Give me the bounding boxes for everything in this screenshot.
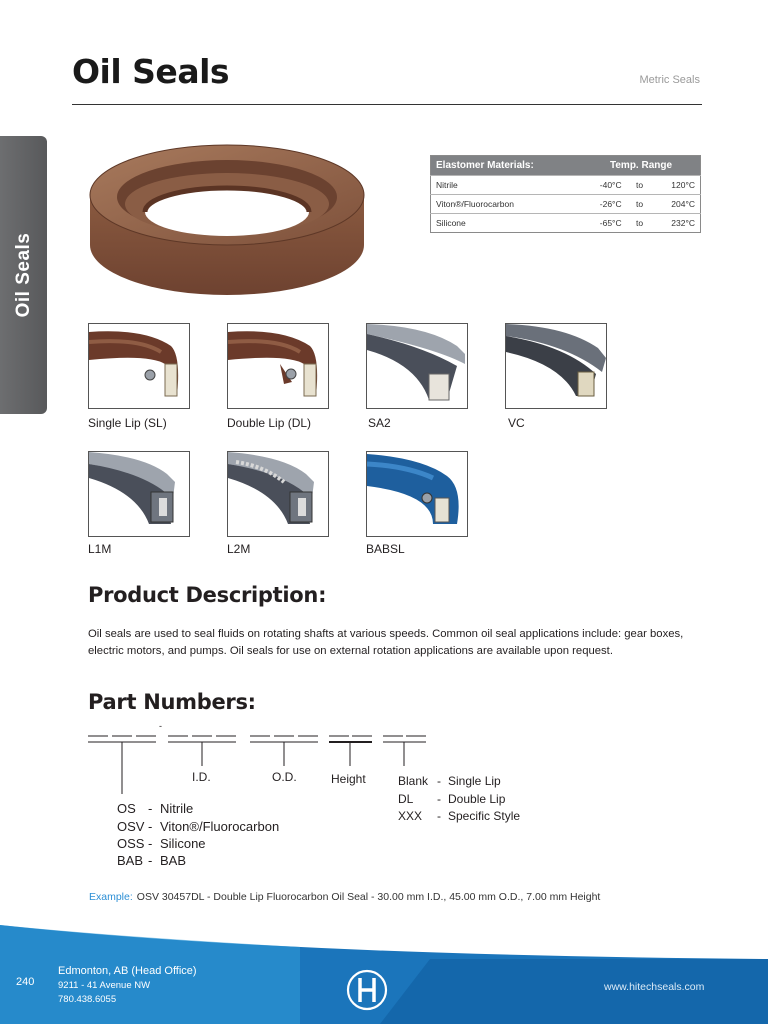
- temp-max: 204°C: [653, 195, 701, 214]
- profile-label-babsl: BABSL: [366, 542, 405, 556]
- field-label-height: Height: [331, 772, 366, 786]
- profile-image-l1m: [88, 451, 190, 537]
- temp-min: -40°C: [582, 176, 627, 195]
- material-name: Nitrile: [431, 176, 583, 195]
- style-name: Specific Style: [448, 809, 521, 823]
- profile-label-sl: Single Lip (SL): [88, 416, 167, 430]
- product-description-heading: Product Description:: [88, 583, 327, 607]
- page-number: 240: [16, 976, 35, 988]
- profile-label-sa2: SA2: [368, 416, 391, 430]
- style-sep: -: [437, 792, 441, 806]
- material-name: Viton®/Fluorocarbon: [160, 819, 280, 834]
- temp-to: to: [627, 176, 653, 195]
- material-code: OSS: [117, 836, 145, 851]
- table-row: [431, 214, 701, 233]
- profile-label-l2m: L2M: [227, 542, 251, 556]
- office-phone: 780.438.6055: [58, 994, 117, 1005]
- material-sep: -: [148, 836, 153, 851]
- field-label-od: O.D.: [272, 770, 297, 784]
- material-name: BAB: [160, 853, 187, 868]
- material-sep: -: [148, 853, 153, 868]
- material-code: OS: [117, 801, 136, 816]
- profile-image-sl: [88, 323, 190, 409]
- profile-image-babsl: [366, 451, 468, 537]
- material-code: BAB: [117, 853, 144, 868]
- table-header-materials: Elastomer Materials:: [431, 156, 583, 176]
- oil-seal-image: [85, 140, 370, 300]
- section-label: Metric Seals: [639, 74, 700, 86]
- website-link[interactable]: www.hitechseals.com: [604, 981, 705, 993]
- side-tab-label: Oil Seals: [12, 232, 34, 318]
- product-description-text: Oil seals are used to seal fluids on rotating shafts at various speeds. Common oil seal applications include: gear boxes, electric motors, and pumps. Oil seals for use on external rotation applications are available upon request.: [88, 628, 684, 657]
- style-sep: -: [437, 774, 441, 788]
- table-row: [431, 176, 701, 195]
- office-name: Edmonton, AB (Head Office): [58, 965, 197, 977]
- temp-min: -26°C: [582, 195, 627, 214]
- style-name: Single Lip: [448, 774, 501, 788]
- example-line: [89, 891, 600, 903]
- temp-min: -65°C: [582, 214, 627, 233]
- materials-table: [430, 155, 701, 233]
- material-code: OSV: [117, 819, 145, 834]
- profile-image-vc: [505, 323, 607, 409]
- style-code: Blank: [398, 774, 429, 788]
- profile-label-dl: Double Lip (DL): [227, 416, 312, 430]
- example-text: OSV 30457DL - Double Lip Fluorocarbon Oil Seal - 30.00 mm I.D., 45.00 mm O.D., 7.00 mm Height: [136, 891, 601, 903]
- field-label-id: I.D.: [192, 770, 211, 784]
- style-code: XXX: [398, 809, 423, 823]
- temp-max: 120°C: [653, 176, 701, 195]
- style-name: Double Lip: [448, 792, 506, 806]
- footer: [0, 915, 768, 1024]
- profile-label-l1m: L1M: [88, 542, 112, 556]
- temp-to: to: [627, 214, 653, 233]
- material-name: Viton®/Fluorocarbon: [431, 195, 583, 214]
- material-name: Nitrile: [160, 801, 194, 816]
- material-name: Silicone: [160, 836, 206, 851]
- material-name: Silicone: [431, 214, 583, 233]
- side-tab: [0, 136, 47, 414]
- profile-image-l2m: [227, 451, 329, 537]
- title-divider: [72, 104, 702, 105]
- style-sep: -: [437, 809, 441, 823]
- profile-image-dl: [227, 323, 329, 409]
- material-sep: -: [148, 819, 153, 834]
- profile-image-sa2: [366, 323, 468, 409]
- part-numbers-heading: Part Numbers:: [88, 690, 256, 714]
- profile-label-vc: VC: [508, 416, 525, 430]
- part-number-diagram: [86, 726, 436, 796]
- page-title: Oil Seals: [72, 52, 230, 91]
- material-sep: -: [148, 801, 153, 816]
- part-number-separator: -: [159, 721, 162, 731]
- office-address: 9211 - 41 Avenue NW: [58, 980, 151, 991]
- example-label: Example:: [89, 891, 133, 903]
- style-code: DL: [398, 792, 414, 806]
- table-row: [431, 195, 701, 214]
- company-logo-icon: [345, 968, 389, 1012]
- table-header-temp: Temp. Range: [582, 156, 700, 176]
- temp-to: to: [627, 195, 653, 214]
- temp-max: 232°C: [653, 214, 701, 233]
